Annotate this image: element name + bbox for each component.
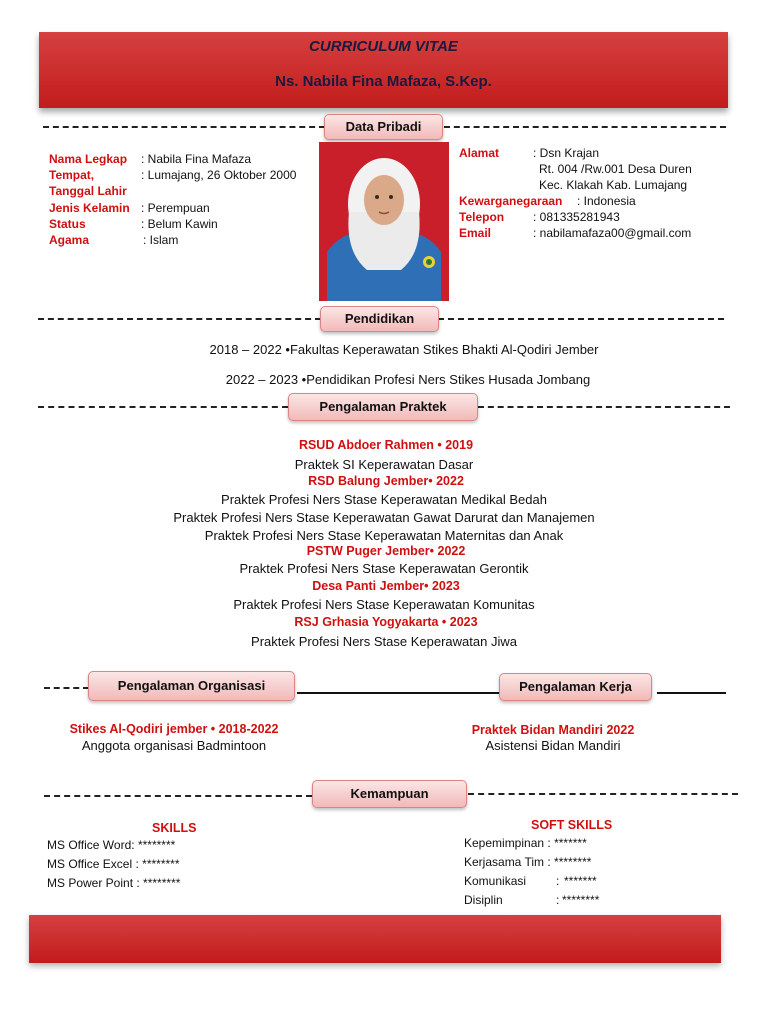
- value-agama: : Islam: [143, 233, 179, 247]
- divider-dashed: [468, 793, 738, 795]
- label-email: Email: [459, 226, 492, 240]
- info-row: [49, 233, 319, 249]
- label-jenis-kelamin: Jenis Kelamin: [49, 201, 130, 215]
- practice-item: Praktek Profesi Ners Stase Keperawatan Maternitas dan Anak: [204, 528, 564, 543]
- skill-row: [47, 838, 247, 857]
- divider-solid: [657, 692, 726, 694]
- soft-skill-colon: :: [556, 893, 560, 907]
- skill-label: MS Office Excel :: [47, 857, 139, 871]
- practice-item: Praktek Profesi Ners Stase Keperawatan Gerontik: [239, 561, 529, 576]
- soft-skill-row: [464, 893, 724, 912]
- value-telepon: : 081335281943: [533, 210, 620, 224]
- soft-skill-label: Komunikasi: [464, 874, 527, 888]
- skill-row: [47, 857, 247, 876]
- info-row: [459, 162, 739, 178]
- value-jenis-kelamin: : Perempuan: [141, 201, 210, 215]
- info-row: [49, 201, 319, 217]
- label-nama: Nama Legkap: [49, 152, 128, 166]
- practice-item: Praktek Profesi Ners Stase Keperawatan Jiwa: [251, 634, 517, 649]
- practice-heading: RSUD Abdoer Rahmen • 2019: [298, 438, 474, 452]
- info-row: [459, 226, 739, 242]
- divider-dashed: [44, 687, 89, 689]
- footer-band: [29, 915, 721, 963]
- soft-skill-label: Kerjasama Tim :: [464, 855, 551, 869]
- soft-skill-row: [464, 836, 724, 855]
- divider-dashed: [478, 406, 730, 408]
- value-kewarganegaraan: : Indonesia: [577, 194, 636, 208]
- education-item: 2022 – 2023 •Pendidikan Profesi Ners Stikes Husada Jombang: [225, 372, 591, 387]
- practice-heading: PSTW Puger Jember• 2022: [306, 544, 466, 558]
- skill-stars: ********: [137, 838, 176, 852]
- value-email: : nabilamafaza00@gmail.com: [533, 226, 692, 240]
- soft-skills-title: SOFT SKILLS: [531, 818, 613, 832]
- skills-list: [47, 838, 247, 895]
- soft-skill-row: [464, 874, 724, 893]
- info-row: [459, 178, 739, 194]
- soft-skills-list: [464, 836, 724, 912]
- section-kemampuan: Kemampuan: [312, 780, 467, 808]
- practice-heading: RSD Balung Jember• 2022: [308, 474, 464, 488]
- info-row: [49, 184, 319, 201]
- person-name: Ns. Nabila Fina Mafaza, S.Kep.: [275, 73, 492, 90]
- info-row: [459, 146, 739, 162]
- section-pengalaman-kerja: Pengalaman Kerja: [499, 673, 652, 701]
- skill-label: MS Power Point :: [47, 876, 140, 890]
- divider-dashed: [38, 406, 288, 408]
- info-row: [459, 210, 739, 226]
- skill-stars: ********: [143, 876, 181, 890]
- skills-title: SKILLS: [152, 821, 197, 835]
- kerja-heading: Praktek Bidan Mandiri 2022: [471, 723, 635, 737]
- value-nama: : Nabila Fina Mafaza: [141, 152, 252, 166]
- practice-item: Praktek SI Keperawatan Dasar: [294, 457, 474, 472]
- divider-solid: [297, 692, 499, 694]
- value-tempat-lahir: : Lumajang, 26 Oktober 2000: [141, 168, 297, 182]
- cv-title: CURRICULUM VITAE: [309, 38, 458, 55]
- info-row: [49, 152, 319, 168]
- label-telepon: Telepon: [459, 210, 505, 224]
- practice-item: Praktek Profesi Ners Stase Keperawatan Medikal Bedah: [221, 492, 547, 507]
- personal-info-right: [459, 146, 739, 242]
- label-alamat: Alamat: [459, 146, 500, 160]
- section-pengalaman-praktek: Pengalaman Praktek: [288, 393, 478, 421]
- education-item: 2018 – 2022 •Fakultas Keperawatan Stikes Bhakti Al-Qodiri Jember: [209, 342, 599, 357]
- label-status: Status: [49, 217, 86, 231]
- section-pendidikan: Pendidikan: [320, 306, 439, 332]
- skill-label: MS Office Word:: [47, 838, 135, 852]
- soft-skill-stars: *******: [564, 874, 597, 888]
- soft-skill-label: Disiplin: [464, 893, 503, 907]
- practice-heading: Desa Panti Jember• 2023: [312, 579, 460, 593]
- section-pengalaman-organisasi: Pengalaman Organisasi: [88, 671, 295, 701]
- soft-skill-stars: *******: [554, 836, 587, 850]
- info-row: [49, 217, 319, 233]
- practice-heading: RSJ Grhasia Yogyakarta • 2023: [294, 615, 478, 629]
- value-status: : Belum Kawin: [141, 217, 218, 231]
- personal-info-left: [49, 152, 319, 249]
- divider-dashed: [43, 126, 325, 128]
- soft-skill-stars: ********: [562, 893, 600, 907]
- value-alamat-2: Rt. 004 /Rw.001 Desa Duren: [539, 162, 692, 176]
- soft-skill-colon: :: [556, 874, 560, 888]
- skill-row: [47, 876, 247, 895]
- organisasi-heading: Stikes Al-Qodiri jember • 2018-2022: [69, 722, 279, 736]
- organisasi-item: Anggota organisasi Badmintoon: [81, 738, 267, 753]
- label-kewarganegaraan: Kewarganegaraan: [459, 194, 563, 208]
- section-data-pribadi: Data Pribadi: [324, 114, 443, 140]
- divider-dashed: [44, 795, 312, 797]
- skill-stars: ********: [142, 857, 180, 871]
- label-tanggal-lahir: Tanggal Lahir: [49, 184, 127, 198]
- practice-item: Praktek Profesi Ners Stase Keperawatan Gawat Darurat dan Manajemen: [173, 510, 595, 525]
- divider-dashed: [444, 126, 726, 128]
- value-alamat-3: Kec. Klakah Kab. Lumajang: [539, 178, 688, 192]
- divider-dashed: [38, 318, 321, 320]
- info-row: [459, 194, 739, 210]
- value-alamat-1: : Dsn Krajan: [533, 146, 600, 160]
- person-portrait-icon: [319, 142, 449, 301]
- label-tempat: Tempat,: [49, 168, 95, 182]
- label-agama: Agama: [49, 233, 90, 247]
- divider-dashed: [438, 318, 724, 320]
- info-row: [49, 168, 319, 184]
- practice-item: Praktek Profesi Ners Stase Keperawatan Komunitas: [233, 597, 535, 612]
- soft-skill-row: [464, 855, 724, 874]
- profile-photo: [319, 142, 449, 301]
- kerja-item: Asistensi Bidan Mandiri: [485, 738, 621, 753]
- soft-skill-label: Kepemimpinan :: [464, 836, 551, 850]
- soft-skill-stars: ********: [554, 855, 592, 869]
